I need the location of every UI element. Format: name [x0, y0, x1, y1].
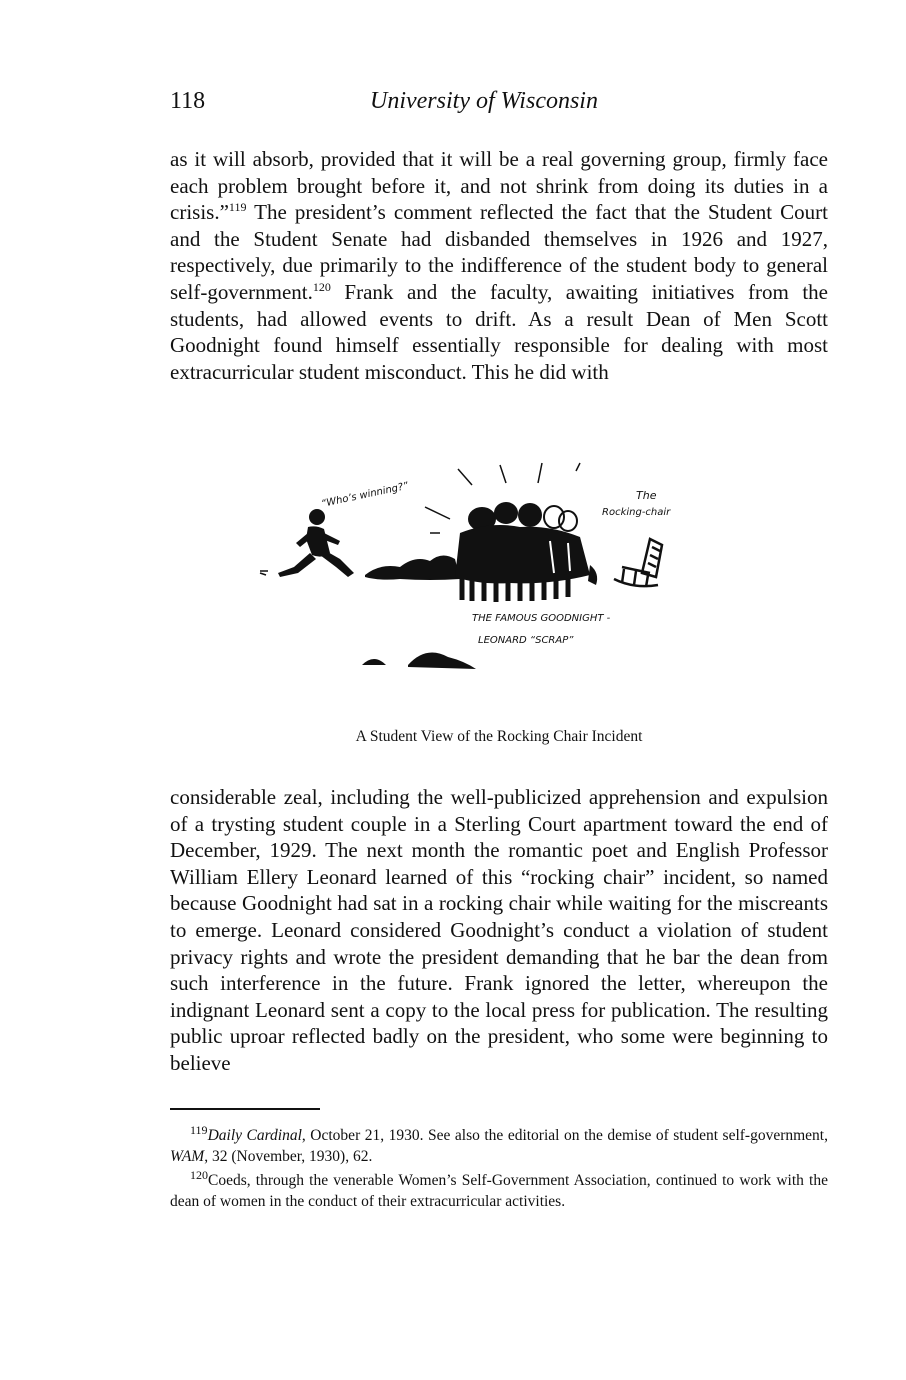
footnote-119-text-2: , 32 (November, 1930), 62. [204, 1148, 373, 1165]
label-rocking-chair: Rocking-chair [602, 507, 671, 518]
page-number: 118 [170, 88, 206, 114]
label-whos-winning: “Who’s winning?” [320, 480, 410, 510]
label-the: The [636, 489, 657, 502]
label-famous-scrap-1: THE FAMOUS GOODNIGHT - [472, 613, 611, 624]
footnote-119-text-1: , October 21, 1930. See also the editorial on the demise of student self-government, [301, 1127, 828, 1144]
body-paragraph-2: considerable zeal, including the well-publicized apprehension and expulsion of a trysting student couple in a Sterling Court apartment toward the end of December, 1929. The next month the romantic poet and English Professor William Ellery Leonard learned of this “rocking chair” incident, so named because Goodnight had sat in a rocking chair while waiting for the miscreants to emerge. Leonard considered Goodnight’s conduct a violation of student privacy rights and wrote the president demanding that he bar the dean from such interference in the future. Frank ignored the letter, whereupon the indignant Leonard sent a copy to the local press for publication. The resulting public uproar reflected badly on the president, who some were beginning to believe [170, 785, 828, 1075]
footnote-119-source-2: WAM [170, 1148, 205, 1165]
figure-caption: A Student View of the Rocking Chair Incident [355, 728, 643, 745]
footnote-number-120: 120 [190, 1167, 208, 1182]
footnote-ref-119[interactable]: 119 [228, 200, 247, 215]
cartoon-illustration [250, 455, 710, 680]
running-figure [260, 509, 354, 577]
footnote-ref-120[interactable]: 120 [312, 279, 331, 294]
para1-text-3: Frank and the faculty, awaiting initiatives from the students, had allowed events to drift. As a result Dean of Men Scott Goodnight found himself essentially responsible for dealing with most extracurricular student misconduct. This he did with [170, 279, 828, 384]
footnote-120 [170, 1167, 828, 1212]
dust-cloud [365, 555, 460, 580]
ground-shadows [362, 653, 476, 670]
footnote-119 [170, 1122, 828, 1167]
para1-text-2: The president’s comment reflected the fact that the Student Court and the Student Senate had disbanded themselves in 1926 and 1927, respectively, due primarily to the indifference of the student body to general self-government. [170, 200, 828, 304]
footnote-120-text: Coeds, through the venerable Women’s Self-Government Association, continued to work with the dean of women in the conduct of their extracurricular activities. [170, 1172, 828, 1210]
running-title: University of Wisconsin [370, 88, 598, 114]
footnote-119-source: Daily Cardinal [207, 1127, 302, 1144]
footnote-divider [170, 1108, 320, 1110]
rocking-chair [614, 539, 662, 587]
label-famous-scrap-2: LEONARD “SCRAP” [478, 635, 574, 646]
crowd-of-figures [455, 502, 597, 602]
footnote-number-119: 119 [190, 1122, 208, 1137]
para1-text-1: as it will absorb, provided that it will be a real governing group, firmly face each problem brought before it, and not shrink from doing its duties in a crisis.” [170, 147, 828, 225]
body-paragraph-1 [170, 146, 828, 385]
